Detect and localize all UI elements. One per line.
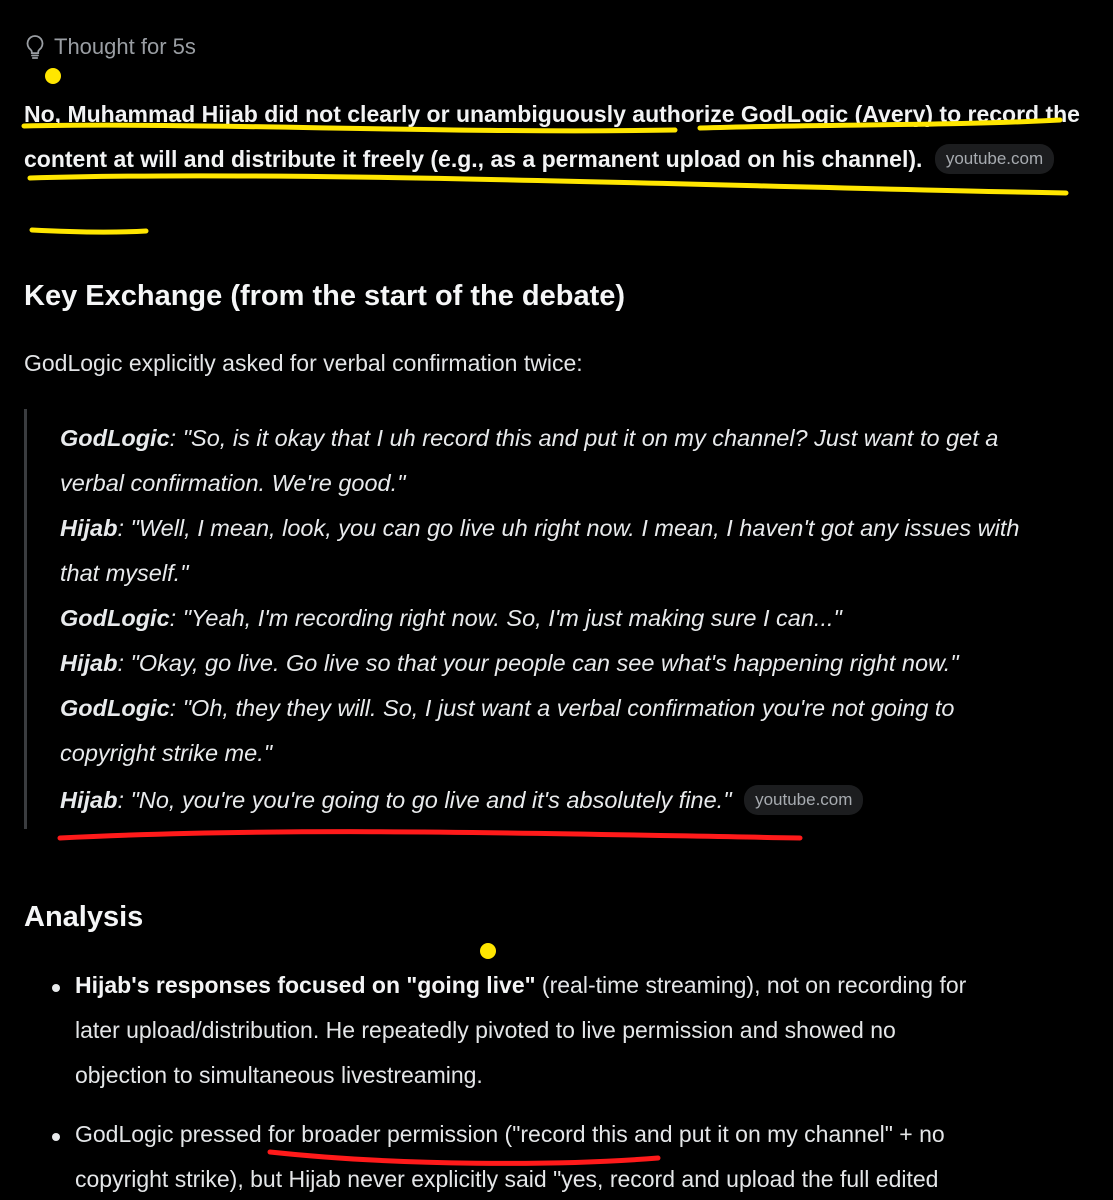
analysis-line: objection to simultaneous livestreaming. xyxy=(75,1062,483,1088)
analysis-line: copyright strike), but Hijab never explicitly said "yes, record and upload the full edited xyxy=(75,1166,939,1192)
quote-text: copyright strike me." xyxy=(60,740,273,766)
quote-text: that myself." xyxy=(60,560,189,586)
speaker: Hijab xyxy=(60,515,118,541)
thought-toggle[interactable] xyxy=(24,34,196,60)
yellow-underline xyxy=(32,230,146,232)
bullet-dot xyxy=(52,1133,60,1141)
quote-text: : "Well, I mean, look, you can go live uh right now. I mean, I haven't got any issues with xyxy=(117,515,1020,541)
answer-summary xyxy=(24,92,1094,182)
red-underline xyxy=(60,832,800,838)
speaker: Hijab xyxy=(60,787,118,813)
red-underline xyxy=(270,1152,658,1163)
yellow-dot xyxy=(45,68,61,84)
quote-line xyxy=(60,560,189,587)
speaker: GodLogic xyxy=(60,695,170,721)
quote-line xyxy=(60,650,959,677)
quote-line xyxy=(60,785,863,815)
key-exchange-heading: Key Exchange (from the start of the debate) xyxy=(24,280,626,312)
quote-block xyxy=(24,409,1113,829)
quote-text: : "Okay, go live. Go live so that your people can see what's happening right now." xyxy=(117,650,959,676)
bullet-text: (real-time streaming), not on recording for xyxy=(535,972,967,998)
analysis-heading: Analysis xyxy=(24,901,144,933)
quote-line xyxy=(60,695,954,722)
quote-line xyxy=(60,740,272,767)
quote-line xyxy=(60,470,405,497)
source-chip[interactable]: youtube.com xyxy=(744,785,863,815)
speaker: GodLogic xyxy=(60,425,170,451)
quote-line xyxy=(60,515,1019,542)
analysis-line xyxy=(75,972,966,999)
bullet-lead: Hijab's responses focused on "going live" xyxy=(75,972,536,998)
lightbulb-icon xyxy=(24,34,46,60)
thought-label: Thought for 5s xyxy=(54,34,196,59)
quote-line xyxy=(60,605,842,632)
source-chip[interactable]: youtube.com xyxy=(935,144,1054,174)
key-exchange-lead: GodLogic explicitly asked for verbal confirmation twice: xyxy=(24,350,583,376)
yellow-dot xyxy=(480,943,496,959)
quote-text: : "No, you're you're going to go live and it's absolutely fine." xyxy=(117,787,732,813)
analysis-line: GodLogic pressed for broader permission ("record this and put it on my channel" + no xyxy=(75,1121,945,1147)
summary-text: No, Muhammad Hijab did not clearly or unambiguously authorize GodLogic (Avery) to record the content at will and distribute it freely (e.g., as a permanent upload on his channel). xyxy=(24,101,1080,172)
quote-text: : "Yeah, I'm recording right now. So, I'm just making sure I can..." xyxy=(169,605,842,631)
quote-line xyxy=(60,425,998,452)
bullet-dot xyxy=(52,984,60,992)
analysis-line: later upload/distribution. He repeatedly pivoted to live permission and showed no xyxy=(75,1017,896,1043)
speaker: Hijab xyxy=(60,650,118,676)
quote-text: : "Oh, they they will. So, I just want a verbal confirmation you're not going to xyxy=(169,695,955,721)
quote-text: verbal confirmation. We're good." xyxy=(60,470,406,496)
speaker: GodLogic xyxy=(60,605,170,631)
quote-text: : "So, is it okay that I uh record this and put it on my channel? Just want to get a xyxy=(169,425,999,451)
